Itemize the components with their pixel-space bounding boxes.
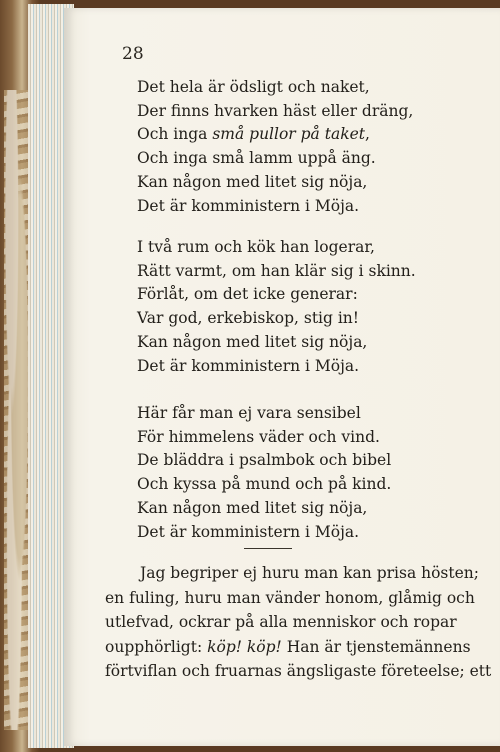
prose-fragment: Han är tjenstemännens	[281, 637, 471, 656]
verse-line: Förlåt, om det icke generar:	[137, 285, 358, 304]
section-divider	[244, 548, 292, 549]
marbled-endpaper	[4, 90, 30, 730]
verse-line: Var god, erkebiskop, stig in!	[137, 309, 360, 328]
prose-line: Jag begriper ej huru man kan prisa hösten;	[140, 564, 479, 582]
prose-line: förtviflan och fruarnas ängsligaste företeelse; ett	[105, 662, 492, 680]
verse-line: Och kyssa på mund och på kind.	[137, 475, 392, 494]
prose-line: en fuling, huru man vänder honom, glåmig och	[105, 588, 475, 607]
stanza-1	[137, 76, 413, 218]
verse-line: Det hela är ödsligt och naket,	[137, 78, 370, 96]
verse-line: Det är komministern i Möja.	[137, 196, 360, 215]
verse-line: Och inga små lamm uppå äng.	[137, 149, 376, 168]
stanza-2	[137, 236, 416, 378]
italic-phrase: köp! köp!	[207, 637, 282, 656]
stanza-3	[137, 402, 391, 544]
verse-line: Kan någon med litet sig nöja,	[137, 498, 368, 517]
verse-line: Kan någon med litet sig nöja,	[137, 172, 368, 191]
prose-line: utlefvad, ockrar på alla menniskor och ropar	[105, 613, 457, 631]
prose-line-italic	[105, 635, 471, 660]
prose-paragraph	[105, 561, 492, 684]
verse-line-italic: Och inga små pullor på taket,	[137, 125, 370, 144]
verse-line: I två rum och kök han logerar,	[137, 238, 375, 256]
prose-fragment: oupphörligt:	[105, 637, 208, 656]
verse-line: Kan någon med litet sig nöja,	[137, 332, 368, 351]
verse-line: För himmelens väder och vind.	[137, 427, 380, 446]
italic-phrase: små pullor på taket	[212, 125, 365, 144]
page-number: 28	[122, 44, 144, 64]
verse-line: De bläddra i psalmbok och bibel	[137, 451, 392, 470]
verse-line: Der finns hvarken häst eller dräng,	[137, 101, 414, 120]
verse-line: Här får man ej vara sensibel	[137, 404, 361, 422]
verse-line: Rätt varmt, om han klär sig i skinn.	[137, 261, 416, 280]
verse-line: Det är komministern i Möja.	[137, 356, 360, 375]
verse-line: Det är komministern i Möja.	[137, 522, 360, 541]
